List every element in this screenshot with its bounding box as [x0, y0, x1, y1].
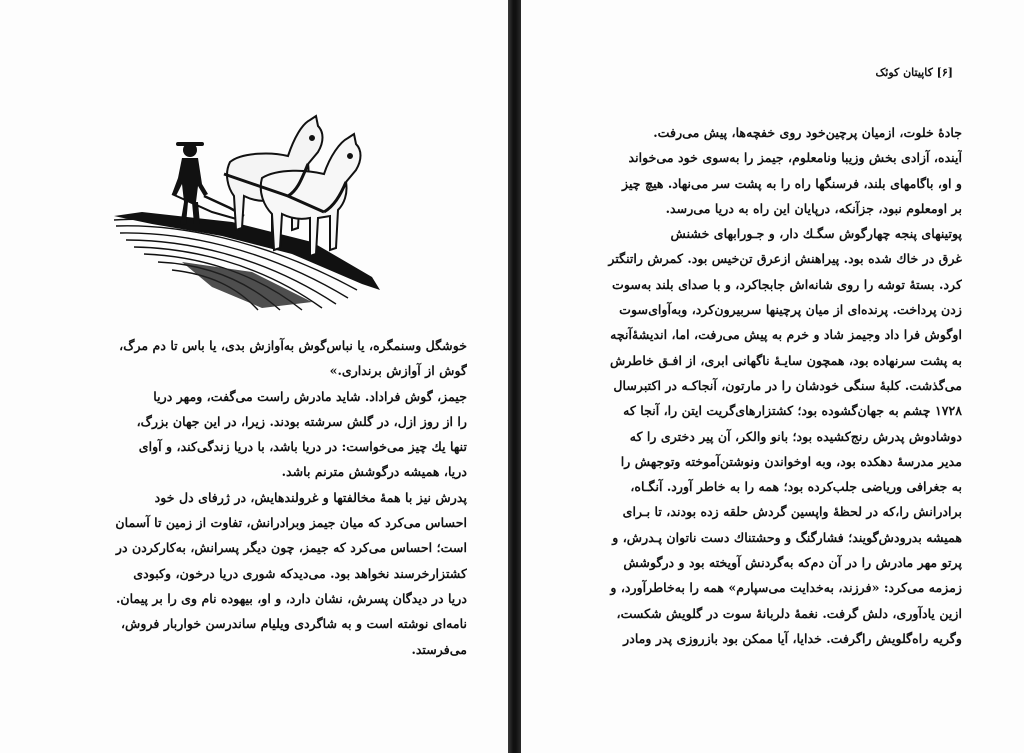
text-line: ازین یادآوری، دلش گرفت. نغمهٔ دلربانهٔ سوت در گلویش شکست، [616, 605, 962, 621]
book-spine [508, 0, 521, 753]
text-line: خوشگل وسنمگره، یا نباس‌گوش به‌آوازش بدی، یا باس تا دم مرگ، [119, 338, 467, 353]
text-line: می‌فرستد. [411, 641, 467, 657]
text-line: جادهٔ خلوت، ازمیان پرچین‌خود روی خفچه‌ها، پیش می‌رفت. [653, 125, 962, 140]
text-line: غرق در خاك شده بود. پیراهنش ازعرق تن‌خیس بود. کمرش راتنگتر [608, 251, 962, 267]
text-line: احساس می‌کرد که میان جیمز وبرادرانش، تفاوت از زمین تا آسمان [115, 515, 467, 531]
text-line: مدیر مدرسهٔ دهکده بود، وبه اوخواندن ونوشتن‌آموخته وتوجهش را [620, 453, 962, 469]
text-line: وگریه راه‌گلویش راگرفت. خدایا، آیا ممکن بود بازروزی پدر ومادر [623, 630, 962, 646]
text-line: پوتینهای پنجه چهارگوش سگـك دار، و جـورابهای خشنش [670, 226, 962, 242]
text-line: زدن پرداخت. پرنده‌ای از میان پرچینها سربیرون‌کرد، وبه‌آوای‌سوت [619, 302, 962, 318]
text-line: و او، باگامهای بلند، فرسنگها راه را به پشت سر می‌نهاد. هیچ چیز [622, 175, 962, 191]
left-page-body-text [52, 333, 467, 662]
text-line: است؛ احساس می‌کرد که جیمز، چون دیگر پسرانش، به‌کارکردن در [115, 540, 467, 556]
text-line: جیمز، گوش فراداد. شاید مادرش راست می‌گفت، ومهر دریا [153, 388, 467, 404]
text-line: نامه‌ای نوشته است و به شاگردی ویلیام ساندرسن خواربار فروش، [120, 616, 467, 632]
text-line: به پشت سرنهاده بود، همچون سایـهٔ ناگهانی ابری، از افـق خاطرش [609, 352, 962, 368]
text-line: را از روز ازل، در گلش سرشته بودند. زیرا، در این جهان بزرگ، [136, 413, 467, 429]
text-line: کشتزارخرسند نخواهد بود. می‌دیدکه شوری دریا درخون، وکبودی [133, 565, 467, 581]
text-line: کرد. بستهٔ توشه را روی شانه‌اش جابجاکرد، و با صدای بلند به‌سوت [612, 276, 962, 292]
text-line: برادرانش را،که در لحظهٔ واپسین گردش حلقه زده بودند، تا بـرای [622, 504, 962, 520]
text-line: بر اومعلوم نبود، جزآنکه، درپایان این راه به دریا می‌رسد. [665, 200, 962, 216]
text-line: تنها یك چیز می‌خواست: در دریا باشد، با دریا زندگی‌کند، و آوای [138, 439, 467, 455]
text-line: ۱۷۲۸ چشم به جهان‌گشوده بود؛ کشتزارهای‌گریت ایتن را، آنجا که [623, 403, 962, 419]
text-line: همیشه بدرودش‌گویند؛ فشارگنگ و وحشتناك دست ناتوان پـدرش، و [612, 529, 962, 545]
left-page [0, 0, 508, 753]
text-line: دریا در دیدگان پسرش، نشان دارد، و او، بیهوده نام وی را بر پیمان. [115, 590, 467, 606]
text-line: اوگوش فرا داد وجیمز شاد و خرم به پیش می‌رفت، اما، اندیشهٔ‌آنچه [610, 327, 962, 343]
text-line: پدرش نیز با همهٔ مخالفتها و غرولندهایش، در ژرفای دل خود [154, 489, 467, 505]
right-page-body-text [582, 120, 962, 651]
text-line: آینده، آزادی بخش وزیبا ونامعلوم، جیمز را به‌سوی خود می‌خواند [628, 150, 962, 166]
text-line: دریا، همیشه درگوشش مترنم باشد. [281, 464, 467, 480]
plowman-with-horses-illustration [112, 112, 384, 312]
text-line: دوشادوش پدرش رنج‌کشیده بود؛ بانو والکر، آن پیر دختری را که [629, 428, 962, 444]
text-line: زمزمه می‌کرد: «فرزند، به‌خدایت می‌سپارم» همه را به‌خاطرآورد، و [610, 580, 962, 596]
text-line: پرتو مهر مادرش را در آن دم‌که به‌گردنش آویخته بود و درگوشش [623, 555, 962, 571]
text-line: به جغرافی وریاضی جلب‌کرده بود؛ همه را به خاطر آورد. آنگـاه، [630, 479, 962, 495]
running-header: [۶] کاپیتان کوئک [875, 66, 953, 79]
text-line: گوش از آوازش برنداری.» [329, 363, 467, 379]
text-line: می‌گذشت. کلبهٔ سنگی خودشان را در مارتون، آنجاکـه در اکتبرسال [613, 377, 962, 393]
